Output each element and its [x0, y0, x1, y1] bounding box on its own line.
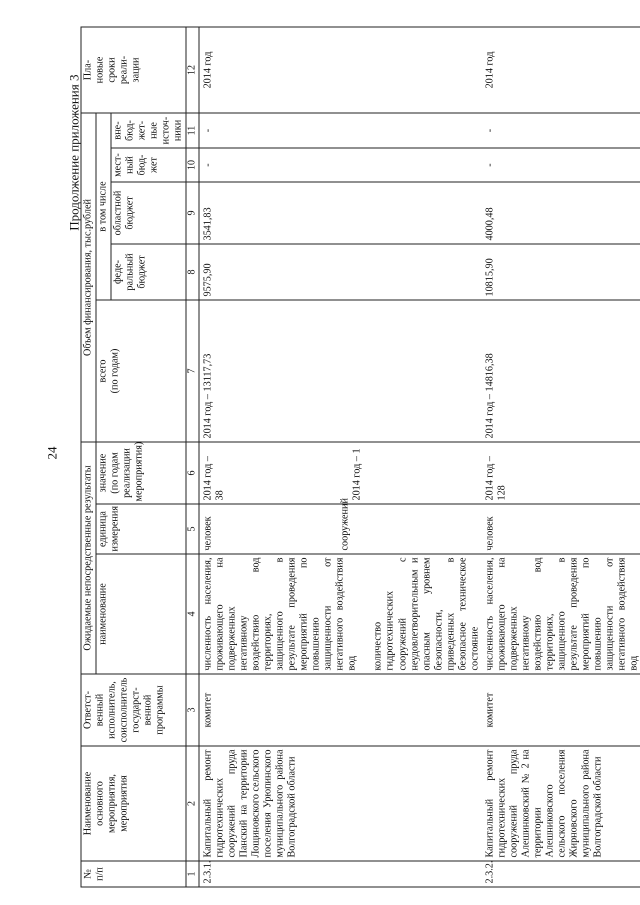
finance-total: 2014 год – 13117,73	[199, 300, 481, 442]
row-number: 2.3.1.	[199, 861, 481, 887]
column-number: 5	[186, 504, 199, 554]
header-num: № п/п	[81, 861, 186, 887]
header-result-unit: единица измерения	[96, 504, 186, 554]
column-number: 12	[186, 27, 199, 113]
finance-federal: 9575,90	[199, 244, 481, 300]
finance-other: -	[481, 113, 640, 148]
page-number: 24	[44, 446, 59, 459]
result-value-cell	[199, 442, 481, 504]
header-local: мест- ный бюд- жет	[111, 148, 186, 182]
table-row	[199, 27, 481, 887]
finance-local: -	[199, 148, 481, 182]
header-federal: феде- ральный бюджет	[111, 244, 186, 300]
column-number: 1	[186, 861, 199, 887]
header-finance-including: в том числе	[96, 113, 111, 300]
finance-federal: 10815,90	[481, 244, 640, 300]
finance-other: -	[199, 113, 481, 148]
column-number: 4	[186, 554, 199, 674]
measure-name: Капитальный ремонт гидротехнических сооружений пруда Панский на территории Лощиновского сельского поселения Урюпинского муниципального района Волгоградской области	[199, 746, 481, 861]
column-number: 8	[186, 244, 199, 300]
header-finance-group: Объем финансирования, тыс.рублей	[81, 113, 96, 442]
program-measures-table	[80, 26, 640, 887]
header-other: вне- бюд- жет- ные источ- ники	[111, 113, 186, 148]
result-unit: сооружений	[339, 497, 351, 550]
header-name: Наименование основного мероприятия, мероприятия	[81, 746, 186, 861]
column-number: 10	[186, 148, 199, 182]
measure-name: Капитальный ремонт гидротехнических сооружений пруда Алешинковский № 2 на территории Алешниковского сельского поселения Жирновского муниципального района Волгоградской области	[481, 746, 640, 861]
row-number: 2.3.2.	[481, 861, 640, 887]
result-value: 2014 год – 1	[351, 447, 363, 500]
result-unit: человек	[481, 504, 640, 554]
responsible-executor: комитет	[199, 674, 481, 746]
column-number: 3	[186, 674, 199, 746]
result-name: численность населения, проживающего на подверженных негативному воздействию вод территориях, защищенного в результате проведения мероприятий по повышению защищенности от негативного воздействия вод	[202, 557, 358, 670]
header-regional: областной бюджет	[111, 182, 186, 244]
header-responsible: Ответст- венный исполнитель, соисполнитель государст- венной программы	[81, 674, 186, 746]
column-number: 9	[186, 182, 199, 244]
header-period: Пла- новые сроки реали- зации	[81, 27, 186, 113]
header-results-group: Ожидаемые непосредственные результаты	[81, 442, 96, 674]
header-result-name: наименование	[96, 554, 186, 674]
responsible-executor: комитет	[481, 674, 640, 746]
finance-local: -	[481, 148, 640, 182]
result-name-cell	[199, 554, 481, 674]
finance-regional: 3541,83	[199, 182, 481, 244]
finance-total: 2014 год – 14816,38	[481, 300, 640, 442]
column-number: 7	[186, 300, 199, 442]
result-unit: человек	[202, 515, 214, 550]
header-finance-total: всего (по годам)	[96, 300, 186, 442]
implementation-period: 2014 год	[199, 27, 481, 113]
column-number: 6	[186, 442, 199, 504]
result-value: 2014 год – 128	[481, 442, 640, 504]
header-result-value: значение (по годам реализации мероприятия)	[96, 442, 186, 504]
finance-regional: 4000,48	[481, 182, 640, 244]
result-value: 2014 год – 38	[202, 455, 226, 500]
column-number: 11	[186, 113, 199, 148]
result-name: количество гидротехнических сооружений с неудовлетворительным и опасным уровнем безопасности, приведенных в безопасное техническое состояние	[372, 557, 480, 670]
result-unit-cell	[199, 497, 481, 554]
result-name: численность населения, проживающего на подверженных негативному воздействию вод территориях, защищенного в результате проведения мероприятий по повышению защищенности от негативного воздействия вод	[481, 554, 640, 674]
column-number: 2	[186, 746, 199, 861]
continuation-label: Продолжение приложения 3	[66, 74, 81, 231]
implementation-period: 2014 год	[481, 27, 640, 113]
table-row	[481, 27, 640, 887]
